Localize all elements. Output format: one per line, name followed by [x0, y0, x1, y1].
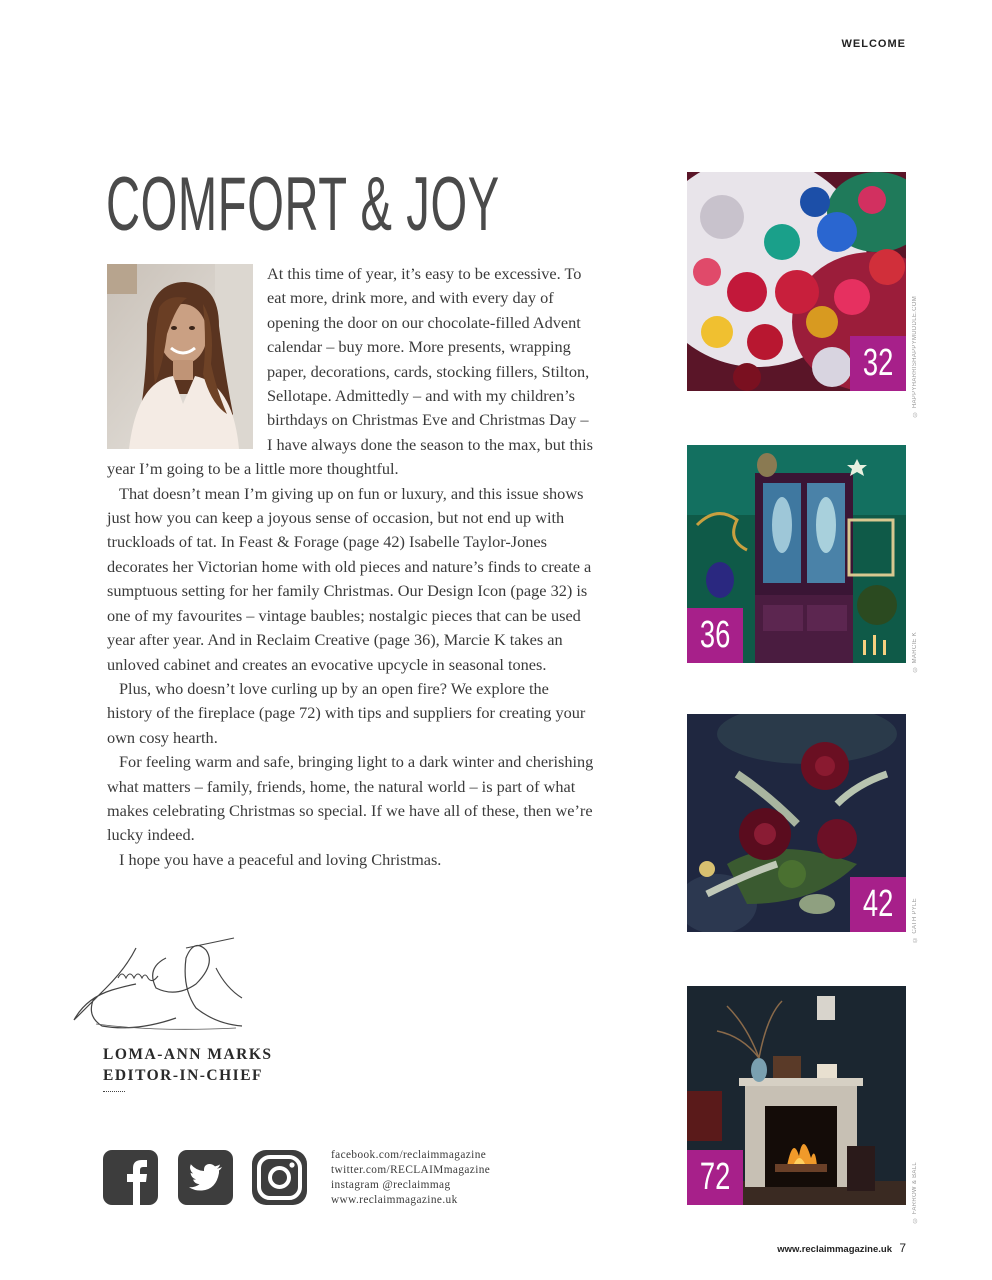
paragraph: I hope you have a peaceful and loving Christmas. [119, 849, 442, 869]
page-title: COMFORT & JOY [106, 162, 500, 247]
portrait-text-wrap [107, 262, 267, 457]
twitter-icon[interactable] [178, 1150, 233, 1205]
photo-credit: © CATH PYLE [912, 898, 918, 942]
page-badge: 36 [687, 608, 743, 663]
photo-credit: © FARROW & BALL [912, 1162, 918, 1223]
paragraph: For feeling warm and safe, bringing light to a dark winter and cherishing what matters – family, friends, home, the natural world – is part of what makes celebrating Christmas so special. If we have all of these, then we’re lucky indeed. [107, 752, 594, 845]
editor-name: LOMA-ANN MARKS [103, 1046, 273, 1063]
editor-signature [66, 928, 256, 1038]
photo-credit: © MARCIE K [912, 632, 918, 672]
facebook-link[interactable]: facebook.com/reclaimmagazine [331, 1149, 487, 1161]
page-badge: 42 [850, 877, 906, 932]
footer-url[interactable]: www.reclaimmagazine.uk [777, 1244, 892, 1255]
instagram-link[interactable]: instagram @reclaimmag [331, 1179, 451, 1191]
social-links [331, 1148, 490, 1208]
paragraph: That doesn’t mean I’m giving up on fun or luxury, and this issue shows just how you can keep a joyous sense of occasion, but not end up with truckloads of tat. In Feast & Forage (page 42) Isabelle Taylor-Jones decorates her Victorian home with old pieces and nature’s finds to create a sumptuous setting for her family Christmas. Our Design Icon (page 32) is one of my favourites – vintage baubles; nostalgic pieces that can be used year after year. And in Reclaim Creative (page 36), Marcie K takes an unloved cabinet and creates an evocative upcycle in seasonal tones. [107, 483, 592, 674]
page-badge: 72 [687, 1150, 743, 1205]
paragraph: Plus, who doesn’t love curling up by an open fire? We explore the history of the fireplace (page 72) with tips and suppliers for creating your own cosy hearth. [107, 678, 586, 747]
editor-role: EDITOR-IN-CHIEF [103, 1067, 264, 1084]
thumbnail-dahlias[interactable] [687, 714, 906, 932]
editor-credit [103, 1044, 273, 1086]
section-label: WELCOME [841, 38, 906, 50]
thumbnail-baubles[interactable] [687, 172, 906, 391]
divider [103, 1091, 125, 1092]
editorial-body [107, 262, 595, 872]
twitter-link[interactable]: twitter.com/RECLAIMmagazine [331, 1164, 491, 1176]
facebook-icon[interactable] [103, 1150, 158, 1205]
page-badge: 32 [850, 336, 906, 391]
thumbnail-fireplace[interactable] [687, 986, 906, 1205]
page-number: 7 [899, 1241, 906, 1255]
instagram-icon[interactable] [252, 1150, 307, 1205]
paragraph: At this time of year, it’s easy to be excessive. To eat more, drink more, and with every day of opening the door on our chocolate-filled Advent calendar – buy more. More presents, wrapping paper, decorations, cards, stocking fillers, Stilton, Sellotape. Admittedly – and with my children’s birthdays on Christmas Eve and Christmas Day – I have always done the season to the max, but this year I’m going to be a little more thoughtful. [107, 264, 593, 479]
photo-credit: © HAPPYHARRISHAPPYMUDDLE.COM [912, 296, 918, 417]
thumbnail-cabinet[interactable] [687, 445, 906, 663]
website-link[interactable]: www.reclaimmagazine.uk [331, 1194, 458, 1206]
